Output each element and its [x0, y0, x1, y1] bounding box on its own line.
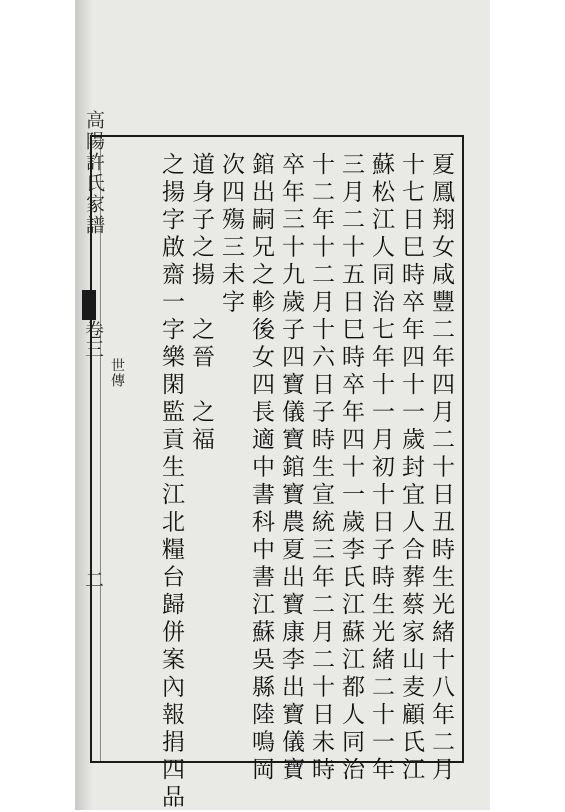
text-column: 十二年十二月十六日子時生宣統三年二月二十日未時 [308, 152, 334, 785]
page-number: 二 [82, 570, 104, 589]
text-column: 之揚字啟齋一字樂閑監貢生江北糧台歸併案內報捐四品 [158, 152, 184, 812]
text-column: 蘇松江人同治七年十一月初十日子時生光緒二十一年 [368, 152, 394, 785]
section-label: 世傳 [109, 358, 125, 388]
text-column: 三月二十五日巳時卒年四十一歲李氏江蘇江都人同治 [338, 152, 364, 785]
text-column: 夏鳳翔女咸豐二年四月二十日丑時生光緒十八年二月 [428, 152, 454, 785]
text-column: 次四殤三未字 [218, 152, 244, 317]
text-column: 十七日巳時卒年四十一歲封宜人合葬蔡家山麦顧氏江 [398, 152, 424, 785]
text-column: 卒年三十九歲子四寶儀寶錧寶農夏出寶康李出寶儀寶 [278, 152, 304, 785]
genealogy-text [100, 152, 456, 812]
text-column: 錧出嗣兄之軫後女四長適中書科中書江蘇吳縣陸鳴岡 [248, 152, 274, 785]
volume-label: 卷三 [82, 320, 104, 358]
text-column: 道身子之揚 之晉 之福 [188, 152, 214, 455]
book-title: 高陽許氏家譜 [83, 110, 105, 236]
